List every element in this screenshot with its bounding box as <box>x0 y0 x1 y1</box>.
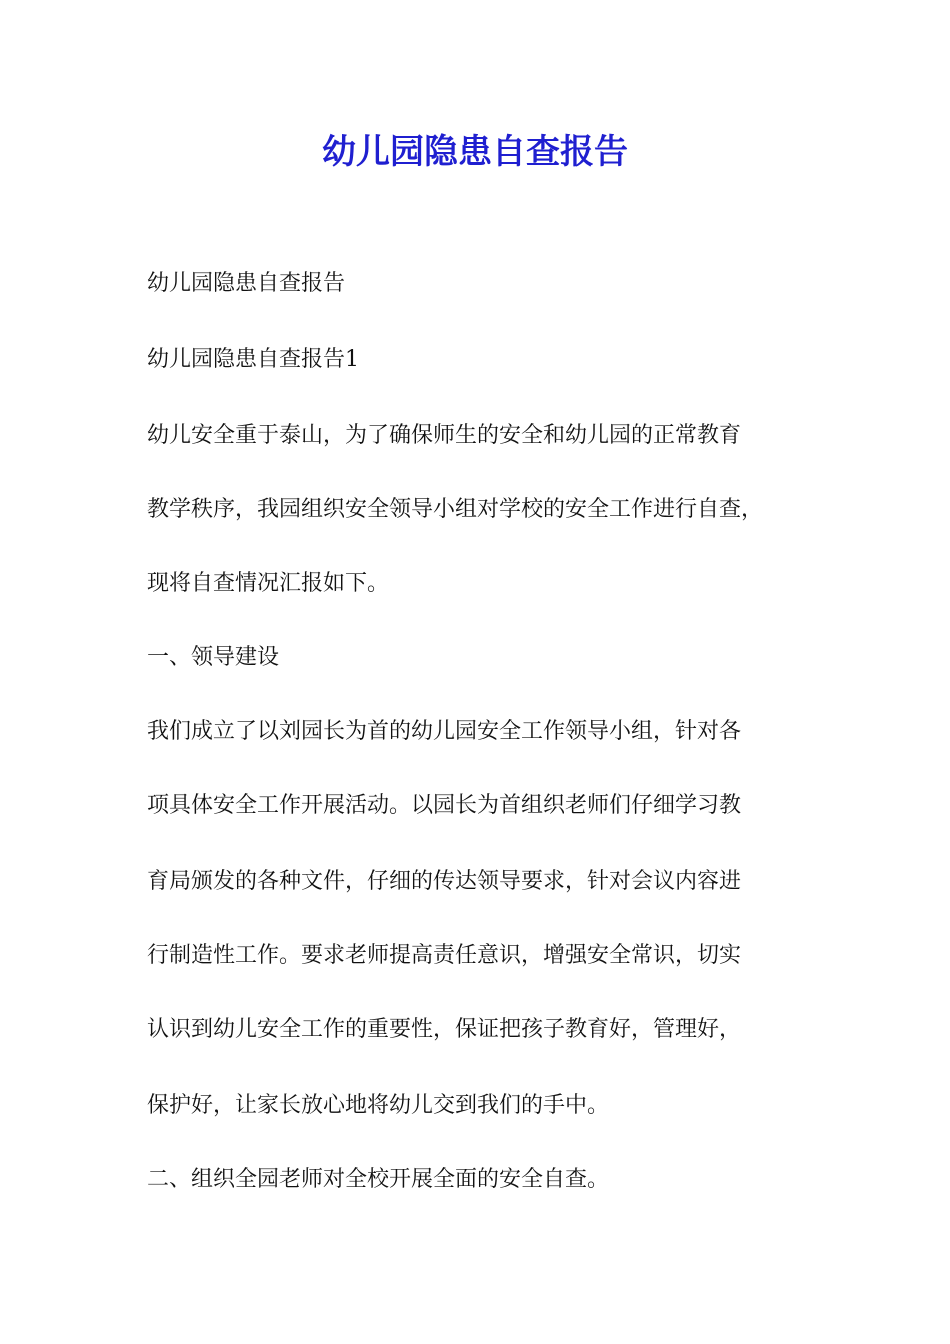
paragraph-line: 认识到幼儿安全工作的重要性，保证把孩子教育好，管理好， <box>147 1017 742 1042</box>
paragraph-line: 育局颁发的各种文件，仔细的传达领导要求，针对会议内容进 <box>147 869 742 894</box>
paragraph-line: 幼儿安全重于泰山，为了确保师生的安全和幼儿园的正常教育 <box>147 423 742 448</box>
document-title: 幼儿园隐患自查报告 <box>322 132 628 172</box>
subtitle-line: 幼儿园隐患自查报告 <box>147 271 346 296</box>
section-heading: 一、领导建设 <box>147 645 280 670</box>
paragraph-line: 现将自查情况汇报如下。 <box>147 571 390 596</box>
paragraph-line: 行制造性工作。要求老师提高责任意识，增强安全常识，切实 <box>147 943 742 968</box>
paragraph-line: 保护好，让家长放心地将幼儿交到我们的手中。 <box>147 1093 610 1118</box>
section-heading: 幼儿园隐患自查报告1 <box>147 347 359 372</box>
paragraph-line: 教学秩序，我园组织安全领导小组对学校的安全工作进行自查， <box>147 497 764 522</box>
paragraph-line: 我们成立了以刘园长为首的幼儿园安全工作领导小组，针对各 <box>147 719 742 744</box>
paragraph-line: 项具体安全工作开展活动。以园长为首组织老师们仔细学习教 <box>147 793 742 818</box>
section-heading: 二、组织全园老师对全校开展全面的安全自查。 <box>147 1167 610 1192</box>
